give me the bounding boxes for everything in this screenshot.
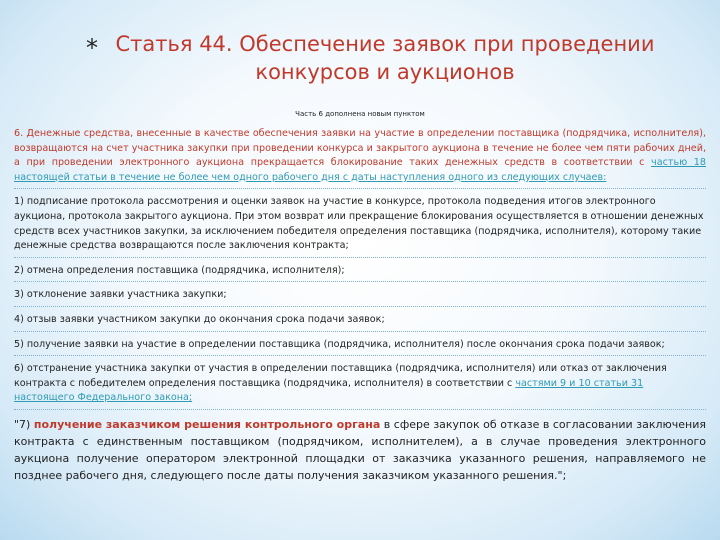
list-item-4: 4) отзыв заявки участником закупки до окончания срока подачи заявок; bbox=[14, 312, 706, 332]
paragraph-6-text: 6. Денежные средства, внесенные в качестве обеспечения заявки на участие в определении поставщика (подрядчика, исполнителя), возвращаются на счет участника закупки при проведении конкурса и закрытого аукциона в течение не более чем пяти рабочих дней, а при проведении электронного аукциона прекращается блокирование таких денежных средств в соответствии с bbox=[14, 128, 706, 169]
list-item-7-bold: получение заказчиком решения контрольного органа bbox=[33, 417, 381, 431]
article-body bbox=[14, 126, 706, 492]
list-item-2: 2) отмена определения поставщика (подрядчика, исполнителя); bbox=[14, 263, 706, 283]
list-item-7-text: в сфере закупок об отказе в согласовании заключения контракта с единственным поставщиком (подрядчиком, исполнителем), а в случае проведения электронного аукциона получение оператором электронной площадки от заказчика указанного решения, направляемого не позднее рабочего дня, следующего после даты получения заказчиком указанного решения."; bbox=[14, 417, 706, 482]
paragraph-6-link[interactable]: частью 18 настоящей статьи в течение не более чем одного рабочего дня с даты наступления одного из следующих случаев: bbox=[14, 157, 706, 183]
slide-header bbox=[0, 30, 720, 86]
list-item-5: 5) получение заявки на участие в определении поставщика (подрядчика, исполнителя) после окончания срока подачи заявок; bbox=[14, 337, 706, 357]
list-item-6 bbox=[14, 361, 706, 410]
list-item-3: 3) отклонение заявки участника закупки; bbox=[14, 287, 706, 307]
title-line-1: Статья 44. Обеспечение заявок при проведении bbox=[115, 32, 655, 56]
amendment-note: Часть 6 дополнена новым пунктом bbox=[295, 110, 425, 118]
list-item-6-link[interactable]: частями 9 и 10 статьи 31 настоящего Федерального закона; bbox=[14, 377, 644, 404]
list-item-7 bbox=[14, 415, 706, 487]
list-item-1: 1) подписание протокола рассмотрения и оценки заявок на участие в конкурсе, протокола подведения итогов электронного аукциона, протокола закрытого аукциона. При этом возврат или прекращение блокирования осуществляется в отношении денежных средств всех участников закупки, за исключением победителя определения поставщика (подрядчика, исполнителя), которому такие денежные средства возвращаются после заключения контракта; bbox=[14, 194, 706, 257]
bullet-star: * bbox=[86, 34, 98, 62]
list-item-7-prefix: "7) bbox=[14, 417, 34, 431]
paragraph-6 bbox=[14, 126, 706, 189]
slide-title bbox=[0, 30, 720, 86]
title-line-2: конкурсов и аукционов bbox=[255, 60, 515, 84]
list-item-6-text: 6) отстранение участника закупки от участия в определении поставщика (подрядчика, исполнителя) или отказ от заключения контракта с победителем определения поставщика (подрядчика, исполнителя) в соответствии с bbox=[14, 363, 667, 389]
